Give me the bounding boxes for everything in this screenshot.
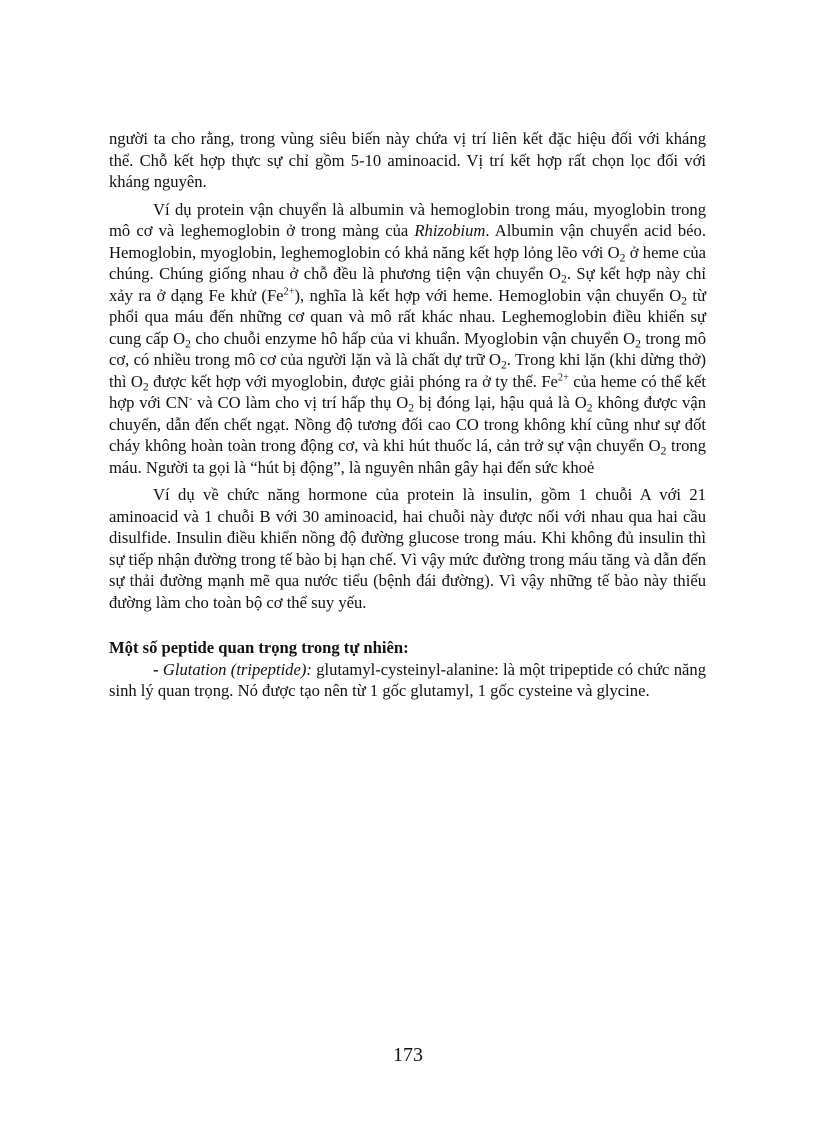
- paragraph-antibody: người ta cho rằng, trong vùng siêu biến này chứa vị trí liên kết đặc hiệu đối với kháng thể. Chỗ kết hợp thực sự chỉ gồm 5-10 aminoacid. Vị trí kết hợp rất chọn lọc đối với kháng nguyên.: [109, 129, 706, 191]
- paragraph-glutathione: - Glutation (tripeptide): glutamyl-cysteinyl-alanine: là một tripeptide có chức năng sinh lý quan trọng. Nó được tạo nên từ 1 gốc glutamyl, 1 gốc cysteine và glycine.: [109, 659, 706, 700]
- glutation-term: Glutation (tripeptide):: [162, 659, 312, 679]
- paragraph-transport-protein: Ví dụ protein vận chuyển là albumin và hemoglobin trong máu, myoglobin trong mô cơ và leghemoglobin ở trong màng của Rhizobium. Albumin vận chuyển acid béo. Hemoglobin, myoglobin, leghemoglobin có khả năng kết hợp lỏng lẽo với $O_2$ ở heme của chúng. Chúng giống nhau ở chỗ đều là phương tiện vận chuyển $O_2$. Sự kết hợp này chỉ xảy ra ở dạng Fe khử $(Fe^{2+})$, nghĩa là kết hợp với heme. Hemoglobin vận chuyển $O_2$ từ phổi qua máu đến những cơ quan và mô rất khác nhau. Leghemoglobin điều khiển sự cung cấp $O_2$ cho chuỗi enzyme hô hấp của vi khuẩn. Myoglobin vận chuyển $O_2$ trong mô cơ, có nhiều trong mô cơ của người lặn và là chất dự trữ $O_2$. Trong khi lặn (khi dừng thở) thì $O_2$ được kết hợp với myoglobin, được giải phóng ra ở ty thể. $Fe^{2+}$ của heme có thể kết hợp với CN- và CO làm cho vị trí hấp thụ $O_2$ bị đóng lại, hậu quả là $O_2$ không được vận chuyển, dẫn đến chết ngạt. Nồng độ tương đối cao CO trong không khí cũng như sự đốt cháy không hoàn toàn trong động cơ, và khi hút thuốc lá, cản trở sự vận chuyển $O_2$ trong máu. Người ta gọi là “hút bị động”, là nguyên nhân gây hại đến sức khoẻ: [109, 199, 706, 477]
- page-body: [109, 128, 706, 702]
- rhizobium-italic: Rhizobium: [414, 221, 486, 240]
- page-number: 173: [393, 1044, 423, 1066]
- section-heading: Một số peptide quan trọng trong tự nhiên:: [109, 638, 409, 657]
- paragraph-hormone-insulin: Ví dụ về chức năng hormone của protein là insulin, gồm 1 chuỗi A với 21 aminoacid và 1 chuỗi B với 30 aminoacid, hai chuỗi này được nối với nhau qua hai cầu disulfide. Insulin điều khiển nồng độ đường glucose trong máu. Khi không đủ insulin thì sự tiếp nhận đường trong tế bào bị hạn chế. Vì vậy mức đường trong máu tăng và dẫn đến sự thải đường mạnh mẽ qua nước tiểu (bệnh đái đường). Vì vậy những tế bào này thiếu đường làm cho toàn bộ cơ thể suy yếu.: [109, 485, 706, 612]
